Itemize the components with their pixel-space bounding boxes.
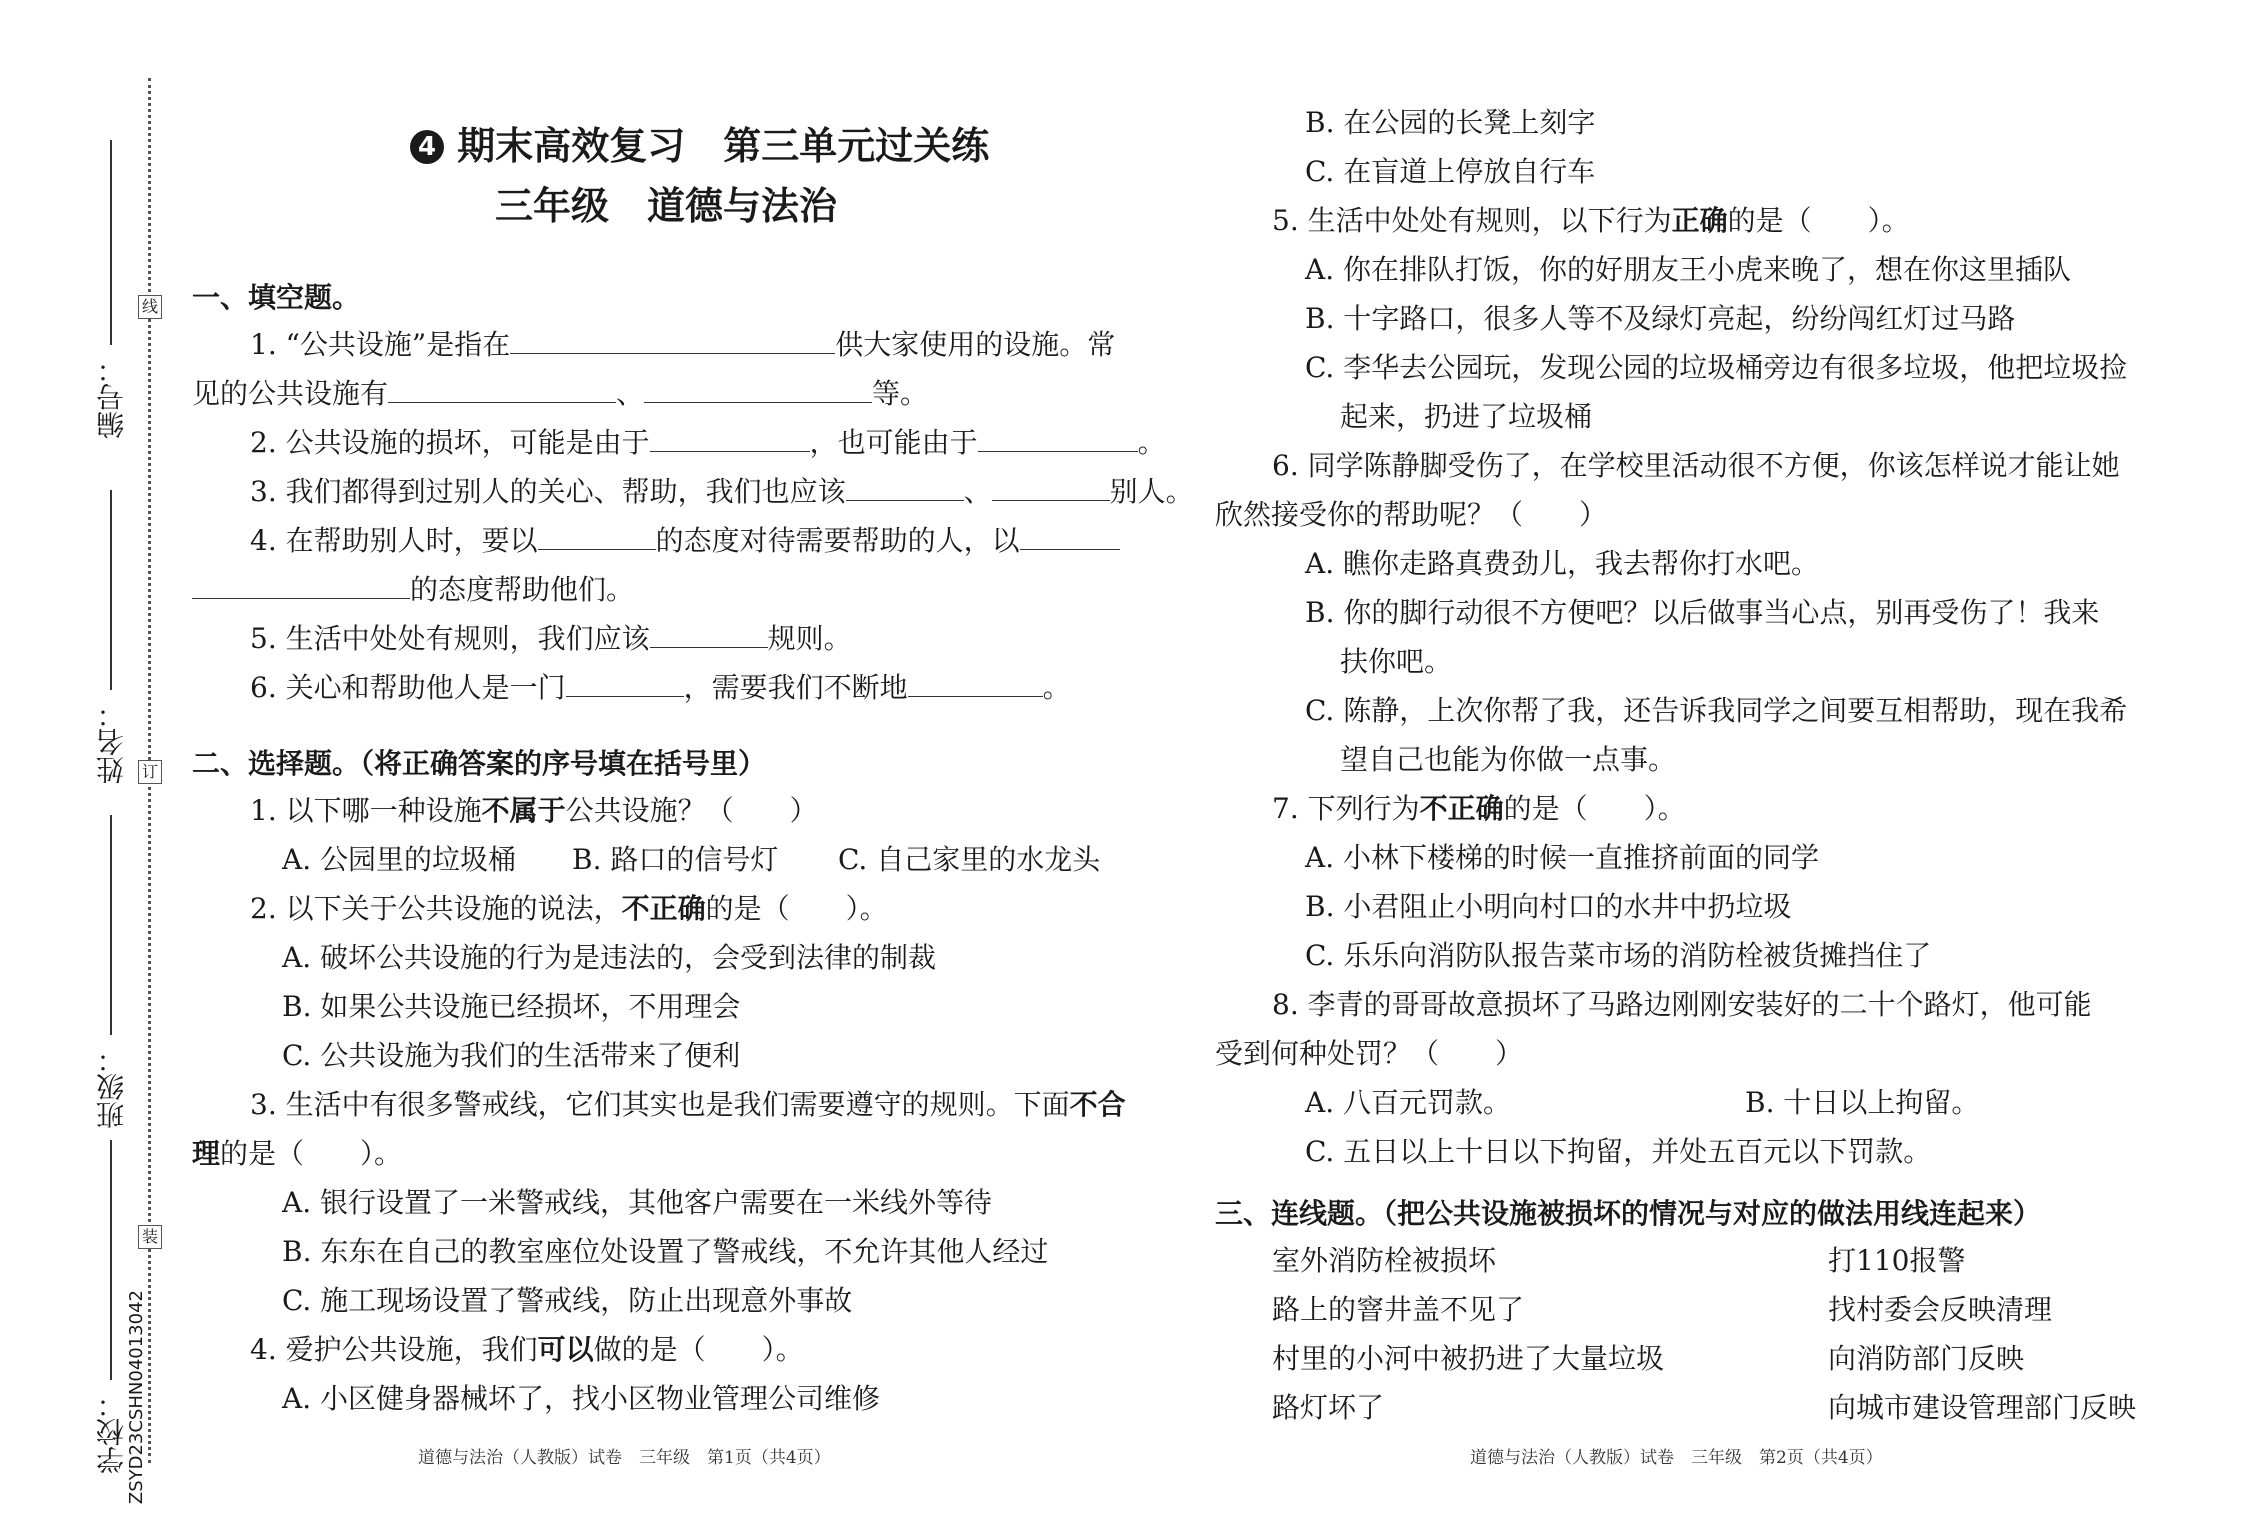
choice-q5-optA[interactable]: A. 你在排队打饭，你的好朋友王小虎来晚了，想在你这里插队	[1305, 253, 2072, 286]
q1-stem-c: 公共设施？（ ）	[565, 794, 818, 827]
answer-blank[interactable]	[388, 374, 616, 403]
class-label: 班级：	[95, 1045, 128, 1129]
q1-text-d: 、	[616, 377, 645, 410]
q7-stem-a: 7. 下列行为	[1272, 792, 1420, 825]
q7-stem-c: 的是（ ）。	[1503, 792, 1686, 825]
choice-q6-optC-line2: 望自己也能为你做一点事。	[1340, 743, 1677, 776]
q1-text-c: 见的公共设施有	[192, 377, 389, 410]
match-right-item[interactable]: 向消防部门反映	[1828, 1342, 2025, 1375]
choice-q5-optC-line2: 起来，扔进了垃圾桶	[1340, 400, 1593, 433]
section1-heading: 一、填空题。	[192, 281, 361, 314]
choice-q6-optA[interactable]: A. 瞧你走路真费劲儿，我去帮你打水吧。	[1305, 547, 1820, 580]
answer-blank[interactable]	[566, 668, 684, 697]
choice-q6-line1: 6. 同学陈静脚受伤了，在学校里活动很不方便，你该怎样说才能让她	[1272, 449, 2120, 482]
choice-q7-optC[interactable]: C. 乐乐向消防队报告菜市场的消防栓被货摊挡住了	[1305, 939, 1932, 972]
q5-stem-a: 5. 生活中处处有规则，以下行为	[1272, 204, 1672, 237]
choice-q4	[250, 1330, 804, 1370]
q4-text-c: 的态度帮助他们。	[410, 573, 635, 606]
choice-q2-optA[interactable]: A. 破坏公共设施的行为是违法的，会受到法律的制裁	[282, 941, 937, 974]
number-field-line	[110, 140, 112, 345]
choice-q2-optB[interactable]: B. 如果公共设施已经损坏，不用理会	[282, 990, 741, 1023]
number-badge-icon: 4	[410, 130, 444, 164]
q6-text-b: ，需要我们不断地	[683, 671, 908, 704]
number-label: 编号：	[95, 355, 128, 439]
section3-heading: 三、连线题。（把公共设施被损坏的情况与对应的做法用线连起来）	[1215, 1197, 2042, 1230]
cut-mark-zhuang: 装	[138, 1225, 162, 1249]
choice-q8-optB[interactable]: B. 十日以上拘留。	[1745, 1086, 1980, 1119]
match-left-item[interactable]: 路上的窨井盖不见了	[1272, 1293, 1525, 1326]
choice-q3-line2	[192, 1134, 402, 1174]
match-right-item[interactable]: 找村委会反映清理	[1828, 1293, 2053, 1326]
choice-q8-optC[interactable]: C. 五日以上十日以下拘留，并处五百元以下罚款。	[1305, 1135, 1932, 1168]
choice-q6-line2: 欣然接受你的帮助呢？（ ）	[1215, 498, 1608, 531]
fill-q4-line1	[250, 521, 1120, 561]
footer-page2: 道德与法治（人教版）试卷 三年级 第2页（共4页）	[1470, 1448, 1883, 1468]
school-field-line	[110, 1140, 112, 1380]
choice-q3-optC[interactable]: C. 施工现场设置了警戒线，防止出现意外事故	[282, 1284, 853, 1317]
choice-q3-optA[interactable]: A. 银行设置了一米警戒线，其他客户需要在一米线外等待	[282, 1186, 993, 1219]
choice-q1-optC[interactable]: C. 自己家里的水龙头	[838, 843, 1101, 876]
choice-q3-line1	[250, 1085, 1126, 1125]
choice-q2	[250, 889, 888, 929]
answer-blank[interactable]	[650, 619, 768, 648]
q1-text-a: 1. “公共设施”是指在	[250, 328, 511, 361]
choice-q4-optC[interactable]: C. 在盲道上停放自行车	[1305, 155, 1596, 188]
footer-page1: 道德与法治（人教版）试卷 三年级 第1页（共4页）	[418, 1448, 831, 1468]
q3-stem-d: 的是（ ）。	[220, 1137, 403, 1170]
cut-mark-ding: 订	[138, 760, 162, 784]
answer-blank[interactable]	[992, 472, 1110, 501]
choice-q4-optB[interactable]: B. 在公园的长凳上刻字	[1305, 106, 1596, 139]
answer-blank[interactable]	[644, 374, 872, 403]
q3-text-c: 别人。	[1109, 475, 1194, 508]
match-left-item[interactable]: 路灯坏了	[1272, 1391, 1385, 1424]
choice-q8-optA[interactable]: A. 八百元罚款。	[1305, 1086, 1512, 1119]
answer-blank[interactable]	[650, 423, 810, 452]
section2-heading: 二、选择题。（将正确答案的序号填在括号里）	[192, 747, 767, 780]
choice-q2-optC[interactable]: C. 公共设施为我们的生活带来了便利	[282, 1039, 741, 1072]
q4-stem-c: 做的是（ ）。	[593, 1333, 804, 1366]
fill-q1-line1	[250, 325, 1115, 365]
answer-blank[interactable]	[510, 325, 835, 354]
q3-text-a: 3. 我们都得到过别人的关心、帮助，我们也应该	[250, 475, 846, 508]
choice-q5	[1272, 201, 1910, 241]
choice-q7	[1272, 789, 1686, 829]
q5-text-a: 5. 生活中处处有规则，我们应该	[250, 622, 650, 655]
name-field-line	[110, 490, 112, 690]
q5-stem-emph: 正确	[1671, 204, 1728, 237]
answer-blank[interactable]	[908, 668, 1043, 697]
choice-q7-optB[interactable]: B. 小君阻止小明向村口的水井中扔垃圾	[1305, 890, 1792, 923]
q1-stem-a: 1. 以下哪一种设施	[250, 794, 482, 827]
fill-q2	[250, 423, 1166, 463]
q2-text-a: 2. 公共设施的损坏，可能是由于	[250, 426, 650, 459]
q3-stem-a: 3. 生活中有很多警戒线，它们其实也是我们需要遵守的规则。下面	[250, 1088, 1070, 1121]
page-subtitle: 三年级 道德与法治	[495, 184, 838, 228]
class-field-line	[110, 815, 112, 1035]
q3-text-b: 、	[963, 475, 992, 508]
fill-q6	[250, 668, 1071, 708]
fill-q4-line2	[192, 570, 634, 610]
q4-stem-a: 4. 爱护公共设施，我们	[250, 1333, 538, 1366]
choice-q4-optA[interactable]: A. 小区健身器械坏了，找小区物业管理公司维修	[282, 1382, 881, 1415]
q6-text-c: 。	[1042, 671, 1071, 704]
q3-stem-emph2: 理	[192, 1137, 221, 1170]
match-left-item[interactable]: 村里的小河中被扔进了大量垃圾	[1272, 1342, 1665, 1375]
match-right-item[interactable]: 打110报警	[1828, 1244, 1966, 1277]
choice-q1-optB[interactable]: B. 路口的信号灯	[572, 843, 779, 876]
match-right-item[interactable]: 向城市建设管理部门反映	[1828, 1391, 2137, 1424]
q2-stem-a: 2. 以下关于公共设施的说法，	[250, 892, 622, 925]
choice-q3-optB[interactable]: B. 东东在自己的教室座位处设置了警戒线，不允许其他人经过	[282, 1235, 1049, 1268]
q7-stem-emph: 不正确	[1419, 792, 1504, 825]
page-title	[410, 115, 989, 170]
q1-text-b: 供大家使用的设施。常	[835, 328, 1116, 361]
q3-stem-emph1: 不合	[1069, 1088, 1126, 1121]
choice-q5-optC-line1[interactable]: C. 李华去公园玩，发现公园的垃圾桶旁边有很多垃圾，他把垃圾捡	[1305, 351, 2128, 384]
fill-q1-line2	[192, 374, 928, 414]
choice-q1-optA[interactable]: A. 公园里的垃圾桶	[282, 843, 517, 876]
name-label: 姓名：	[95, 700, 128, 784]
q5-stem-c: 的是（ ）。	[1727, 204, 1910, 237]
answer-blank[interactable]	[978, 423, 1138, 452]
document-code: ZSYD23CSHN04013042	[126, 1290, 147, 1505]
fill-q3	[250, 472, 1194, 512]
match-left-item[interactable]: 室外消防栓被损坏	[1272, 1244, 1497, 1277]
fill-q5	[250, 619, 852, 659]
q4-stem-emph: 可以	[537, 1333, 594, 1366]
choice-q6-optB-line2: 扶你吧。	[1340, 645, 1453, 678]
q2-text-c: 。	[1137, 426, 1166, 459]
school-label: 学校：	[95, 1390, 128, 1474]
q2-stem-c: 的是（ ）。	[705, 892, 888, 925]
q4-text-a: 4. 在帮助别人时，要以	[250, 524, 538, 557]
answer-blank[interactable]	[538, 521, 656, 550]
choice-q7-optA[interactable]: A. 小林下楼梯的时候一直推挤前面的同学	[1305, 841, 1820, 874]
answer-blank[interactable]	[192, 570, 410, 599]
title-text: 期末高效复习 第三单元过关练	[457, 124, 990, 168]
answer-blank[interactable]	[846, 472, 964, 501]
q6-text-a: 6. 关心和帮助他人是一门	[250, 671, 566, 704]
q1-stem-emph: 不属于	[481, 794, 566, 827]
choice-q6-optB-line1[interactable]: B. 你的脚行动很不方便吧？以后做事当心点，别再受伤了！我来	[1305, 596, 2100, 629]
answer-blank[interactable]	[1020, 521, 1120, 550]
choice-q8-line1: 8. 李青的哥哥故意损坏了马路边刚刚安装好的二十个路灯，他可能	[1272, 988, 2092, 1021]
cut-mark-line: 线	[138, 295, 162, 319]
q5-text-b: 规则。	[767, 622, 852, 655]
q1-text-e: 等。	[872, 377, 929, 410]
choice-q1	[250, 791, 818, 831]
q2-text-b: ，也可能由于	[809, 426, 978, 459]
choice-q8-line2: 受到何种处罚？（ ）	[1215, 1037, 1524, 1070]
q4-text-b: 的态度对待需要帮助的人，以	[655, 524, 1020, 557]
choice-q6-optC-line1[interactable]: C. 陈静，上次你帮了我，还告诉我同学之间要互相帮助，现在我希	[1305, 694, 2128, 727]
choice-q5-optB[interactable]: B. 十字路口，很多人等不及绿灯亮起，纷纷闯红灯过马路	[1305, 302, 2016, 335]
q2-stem-emph: 不正确	[621, 892, 706, 925]
